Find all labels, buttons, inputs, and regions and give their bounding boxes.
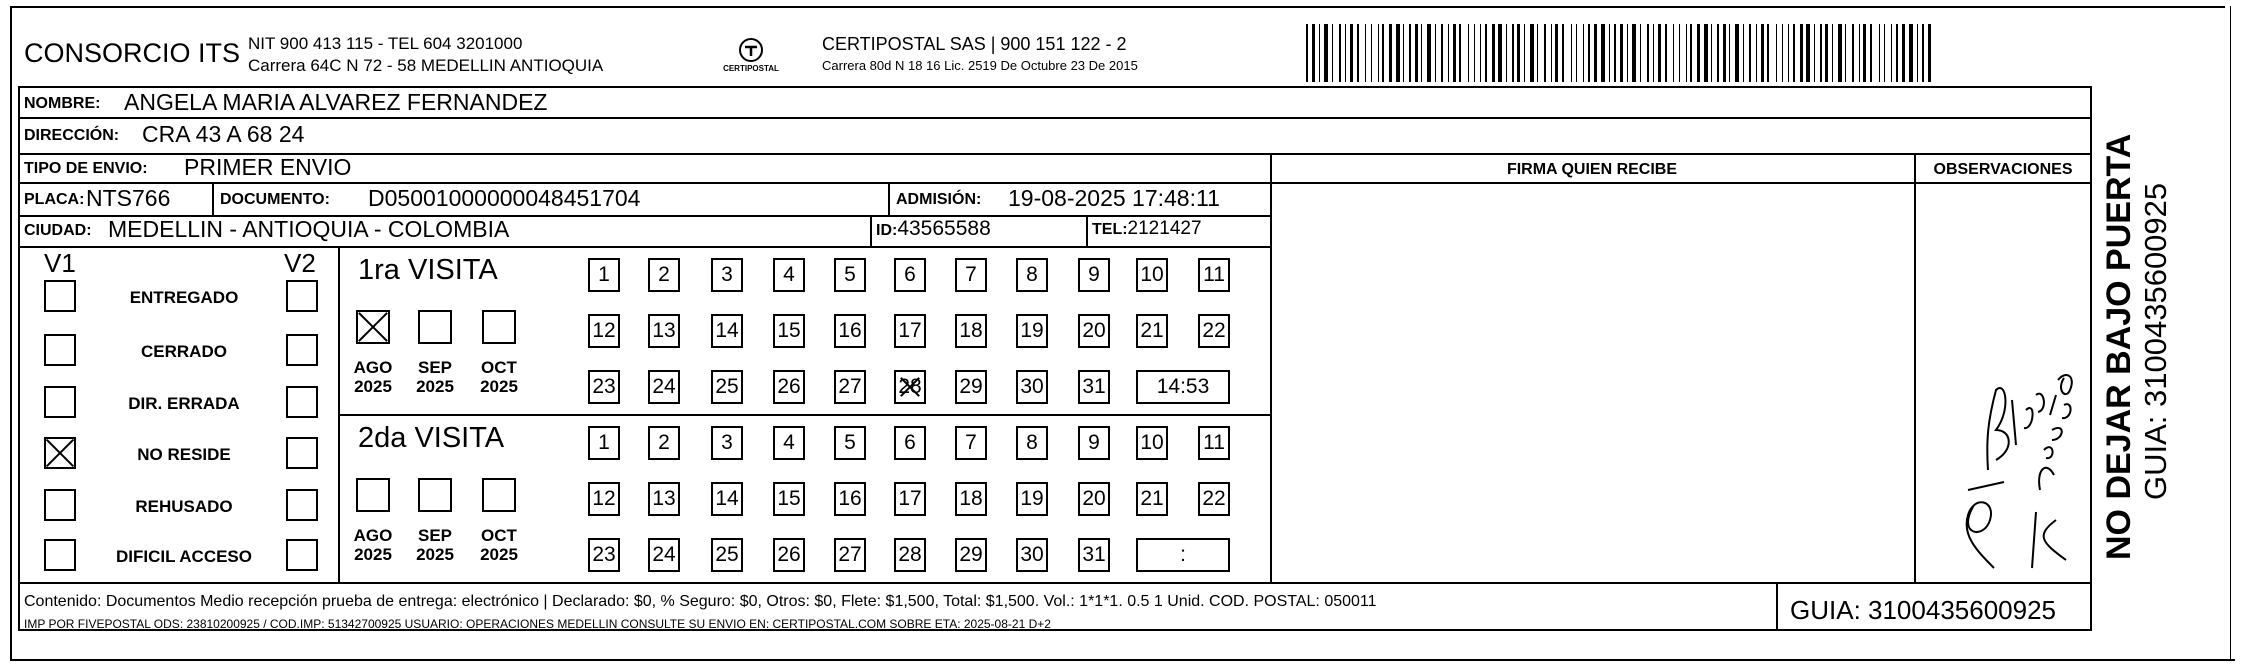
day-box[interactable]: 7 bbox=[955, 258, 987, 292]
day-box[interactable]: 18 bbox=[955, 314, 987, 348]
company-info-line2: Carrera 64C N 72 - 58 MEDELLIN ANTIOQUIA bbox=[248, 56, 604, 75]
footer-line1: Contenido: Documentos Medio recepción prueba de entrega: electrónico | Declarado: $0, % Seguro: $0, Otros: $0, Flete: $1,500, Total: $1,500. Vol.: 1*1*1. 0.5 1 Unid. COD. POSTAL: 050011 bbox=[24, 593, 1377, 610]
status-v1-checkbox[interactable] bbox=[44, 334, 76, 366]
direccion-value: CRA 43 A 68 24 bbox=[142, 121, 305, 147]
day-box[interactable]: 2 bbox=[648, 426, 680, 460]
day-box[interactable]: 23 bbox=[588, 538, 620, 572]
nombre-value: ANGELA MARIA ALVAREZ FERNANDEZ bbox=[124, 89, 548, 115]
day-box[interactable]: 25 bbox=[711, 370, 743, 404]
id-field bbox=[876, 217, 991, 241]
day-box[interactable]: 3 bbox=[711, 426, 743, 460]
month-label bbox=[346, 526, 400, 564]
footer-guia-divider bbox=[1776, 582, 1778, 629]
status-label: DIFICIL ACCESO bbox=[115, 547, 252, 566]
firma-header: FIRMA QUIEN RECIBE bbox=[1506, 161, 1678, 178]
month-year: 2025 bbox=[354, 377, 392, 396]
day-box[interactable]: 15 bbox=[773, 482, 805, 516]
certipostal-line2: Carrera 80d N 18 16 Lic. 2519 De Octubre 23 De 2015 bbox=[822, 58, 1138, 73]
day-box[interactable]: 8 bbox=[1016, 426, 1048, 460]
tipo-label: TIPO DE ENVIO: bbox=[24, 160, 148, 177]
placa-label: PLACA: bbox=[24, 191, 85, 208]
page-border-top bbox=[10, 6, 2225, 8]
day-box[interactable]: 6 bbox=[894, 426, 926, 460]
day-box[interactable]: 24 bbox=[648, 370, 680, 404]
day-box[interactable]: 12 bbox=[588, 314, 620, 348]
day-box[interactable]: 17 bbox=[894, 482, 926, 516]
company-name: CONSORCIO ITS bbox=[24, 38, 241, 68]
day-box[interactable]: 25 bbox=[711, 538, 743, 572]
direccion-label: DIRECCIÓN: bbox=[24, 127, 120, 144]
month-name: OCT bbox=[481, 526, 517, 545]
day-box[interactable]: 31 bbox=[1078, 370, 1110, 404]
barcode-icon bbox=[1306, 24, 1938, 82]
status-v1-checkbox[interactable] bbox=[44, 539, 76, 571]
certipostal-logo-icon bbox=[716, 36, 786, 82]
footer-top-line bbox=[18, 582, 2090, 584]
day-box[interactable]: 9 bbox=[1078, 426, 1110, 460]
day-box[interactable]: 14 bbox=[711, 314, 743, 348]
handwriting-icon bbox=[1916, 190, 2090, 580]
row-line-3 bbox=[18, 182, 2090, 184]
day-box[interactable]: 1 bbox=[588, 426, 620, 460]
form-left bbox=[18, 86, 20, 631]
day-box[interactable]: 30 bbox=[1016, 538, 1048, 572]
day-box[interactable]: 23 bbox=[588, 370, 620, 404]
day-box[interactable]: 26 bbox=[773, 370, 805, 404]
day-box[interactable]: 10 bbox=[1136, 426, 1168, 460]
day-box[interactable]: 29 bbox=[955, 370, 987, 404]
day-box[interactable]: 13 bbox=[648, 314, 680, 348]
day-box[interactable]: 6 bbox=[894, 258, 926, 292]
month-year: 2025 bbox=[416, 377, 454, 396]
visit-divider bbox=[338, 414, 1270, 416]
status-label: DIR. ERRADA bbox=[128, 394, 240, 413]
day-box[interactable]: 22 bbox=[1198, 482, 1230, 516]
id-value: 43565588 bbox=[897, 217, 991, 240]
page-border-right bbox=[2230, 6, 2231, 661]
row-line-1 bbox=[18, 117, 2090, 119]
month-checkbox[interactable] bbox=[356, 310, 390, 344]
visit-time[interactable]: : bbox=[1136, 538, 1230, 572]
id-divider bbox=[870, 215, 872, 246]
barcode bbox=[1306, 24, 1938, 82]
status-v1-checkbox[interactable] bbox=[44, 437, 76, 469]
month-checkbox[interactable] bbox=[356, 478, 390, 512]
day-box[interactable]: 12 bbox=[588, 482, 620, 516]
status-v1-checkbox[interactable] bbox=[44, 280, 76, 312]
documento-value: D05001000000048451704 bbox=[368, 185, 641, 211]
observaciones-header: OBSERVACIONES bbox=[1933, 161, 2073, 178]
day-box[interactable]: 19 bbox=[1016, 314, 1048, 348]
month-name: AGO bbox=[353, 526, 393, 545]
visit-title: 1ra VISITA bbox=[358, 254, 498, 286]
status-label: NO RESIDE bbox=[137, 445, 231, 464]
placa-divider bbox=[212, 182, 214, 215]
day-box[interactable]: 31 bbox=[1078, 538, 1110, 572]
day-box[interactable]: 19 bbox=[1016, 482, 1048, 516]
day-box[interactable]: 15 bbox=[773, 314, 805, 348]
status-label: CERRADO bbox=[141, 342, 227, 361]
tel-divider bbox=[1086, 215, 1088, 246]
day-box[interactable]: 22 bbox=[1198, 314, 1230, 348]
day-box[interactable]: 29 bbox=[955, 538, 987, 572]
nombre-label: NOMBRE: bbox=[24, 95, 101, 112]
day-box[interactable]: 30 bbox=[1016, 370, 1048, 404]
status-label: REHUSADO bbox=[135, 497, 233, 516]
month-name: SEP bbox=[417, 526, 453, 545]
handwritten-observation bbox=[1916, 190, 2090, 580]
ciudad-label: CIUDAD: bbox=[24, 222, 92, 239]
month-label bbox=[472, 358, 526, 396]
page-border-bottom bbox=[10, 659, 2235, 661]
day-box[interactable]: 20 bbox=[1078, 314, 1110, 348]
form-top bbox=[18, 86, 2090, 88]
month-checkbox[interactable] bbox=[482, 310, 516, 344]
day-box[interactable]: 4 bbox=[773, 426, 805, 460]
status-v2-checkbox[interactable] bbox=[286, 386, 318, 418]
day-box[interactable]: 16 bbox=[834, 314, 866, 348]
side-main-text: NO DEJAR BAJO PUERTA bbox=[2100, 133, 2138, 560]
documento-label: DOCUMENTO: bbox=[220, 191, 330, 208]
footer-guia: GUIA: 3100435600925 bbox=[1790, 595, 2056, 625]
status-v2-checkbox[interactable] bbox=[286, 334, 318, 366]
day-box[interactable]: 8 bbox=[1016, 258, 1048, 292]
day-box[interactable]: 9 bbox=[1078, 258, 1110, 292]
month-year: 2025 bbox=[416, 545, 454, 564]
month-checkbox[interactable] bbox=[418, 478, 452, 512]
side-guia-text: GUIA: 3100435600925 bbox=[2138, 182, 2173, 500]
day-box[interactable]: 20 bbox=[1078, 482, 1110, 516]
day-box[interactable]: 26 bbox=[773, 538, 805, 572]
admision-divider bbox=[888, 182, 890, 215]
day-box[interactable]: 27 bbox=[834, 538, 866, 572]
tel-value: 2121427 bbox=[1127, 218, 1202, 239]
v1-label: V1 bbox=[44, 248, 76, 278]
admision-value: 19-08-2025 17:48:11 bbox=[1008, 185, 1220, 211]
status-v2-checkbox[interactable] bbox=[286, 280, 318, 312]
day-box[interactable]: 18 bbox=[955, 482, 987, 516]
certipostal-line1: CERTIPOSTAL SAS | 900 151 122 - 2 bbox=[822, 34, 1127, 54]
day-box[interactable]: 21 bbox=[1136, 482, 1168, 516]
day-box[interactable]: 5 bbox=[834, 258, 866, 292]
day-box[interactable]: 24 bbox=[648, 538, 680, 572]
month-year: 2025 bbox=[354, 545, 392, 564]
day-box[interactable]: 21 bbox=[1136, 314, 1168, 348]
day-box[interactable]: 13 bbox=[648, 482, 680, 516]
placa-value: NTS766 bbox=[86, 185, 171, 211]
status-v2-checkbox[interactable] bbox=[286, 539, 318, 571]
ciudad-value: MEDELLIN - ANTIOQUIA - COLOMBIA bbox=[108, 216, 510, 242]
day-box[interactable]: 10 bbox=[1136, 258, 1168, 292]
day-box[interactable]: 7 bbox=[955, 426, 987, 460]
status-v1-checkbox[interactable] bbox=[44, 489, 76, 521]
tipo-value: PRIMER ENVIO bbox=[184, 154, 352, 180]
tel-label: TEL: bbox=[1092, 221, 1128, 238]
month-checkbox[interactable] bbox=[418, 310, 452, 344]
month-year: 2025 bbox=[480, 377, 518, 396]
status-v1-checkbox[interactable] bbox=[44, 386, 76, 418]
footer-line2: IMP POR FIVEPOSTAL ODS: 23810200925 / COD.IMP: 51342700925 USUARIO: OPERACIONES MEDELLIN CONSULTE SU ENVIO EN: CERTIPOSTAL.COM SOBRE ETA: 2025-08-21 D+2 bbox=[24, 617, 1051, 631]
company-info-line1: NIT 900 413 115 - TEL 604 3201000 bbox=[248, 34, 523, 53]
month-label bbox=[346, 358, 400, 396]
day-box[interactable]: 1 bbox=[588, 258, 620, 292]
day-box[interactable]: 3 bbox=[711, 258, 743, 292]
id-label: ID: bbox=[876, 222, 898, 239]
day-box[interactable]: 4 bbox=[773, 258, 805, 292]
status-label: ENTREGADO bbox=[129, 288, 239, 307]
day-box[interactable]: 14 bbox=[711, 482, 743, 516]
month-name: OCT bbox=[481, 358, 517, 377]
page-border-left bbox=[10, 6, 12, 661]
day-box[interactable]: 11 bbox=[1198, 258, 1230, 292]
status-v2-checkbox[interactable] bbox=[286, 489, 318, 521]
visit-title: 2da VISITA bbox=[358, 422, 505, 454]
month-label bbox=[408, 526, 462, 564]
month-label bbox=[472, 526, 526, 564]
day-box[interactable]: 11 bbox=[1198, 426, 1230, 460]
month-name: SEP bbox=[417, 358, 453, 377]
status-v2-checkbox[interactable] bbox=[286, 437, 318, 469]
month-label bbox=[408, 358, 462, 396]
certipostal-logo bbox=[716, 36, 786, 82]
day-box[interactable]: 2 bbox=[648, 258, 680, 292]
month-year: 2025 bbox=[480, 545, 518, 564]
logo-text: CERTIPOSTAL bbox=[723, 64, 779, 73]
firma-divider bbox=[1270, 153, 1272, 582]
day-box[interactable]: 27 bbox=[834, 370, 866, 404]
day-box[interactable]: 28 bbox=[894, 370, 926, 404]
form-right bbox=[2090, 86, 2092, 631]
month-name: AGO bbox=[353, 358, 393, 377]
day-box[interactable]: 17 bbox=[894, 314, 926, 348]
day-box[interactable]: 28 bbox=[894, 538, 926, 572]
admision-label: ADMISIÓN: bbox=[896, 191, 982, 208]
month-checkbox[interactable] bbox=[482, 478, 516, 512]
day-box[interactable]: 16 bbox=[834, 482, 866, 516]
v2-label: V2 bbox=[284, 248, 316, 278]
day-box[interactable]: 5 bbox=[834, 426, 866, 460]
tel-field bbox=[1092, 218, 1202, 240]
row-line-5 bbox=[18, 246, 1270, 248]
visit-time[interactable]: 14:53 bbox=[1136, 370, 1230, 404]
